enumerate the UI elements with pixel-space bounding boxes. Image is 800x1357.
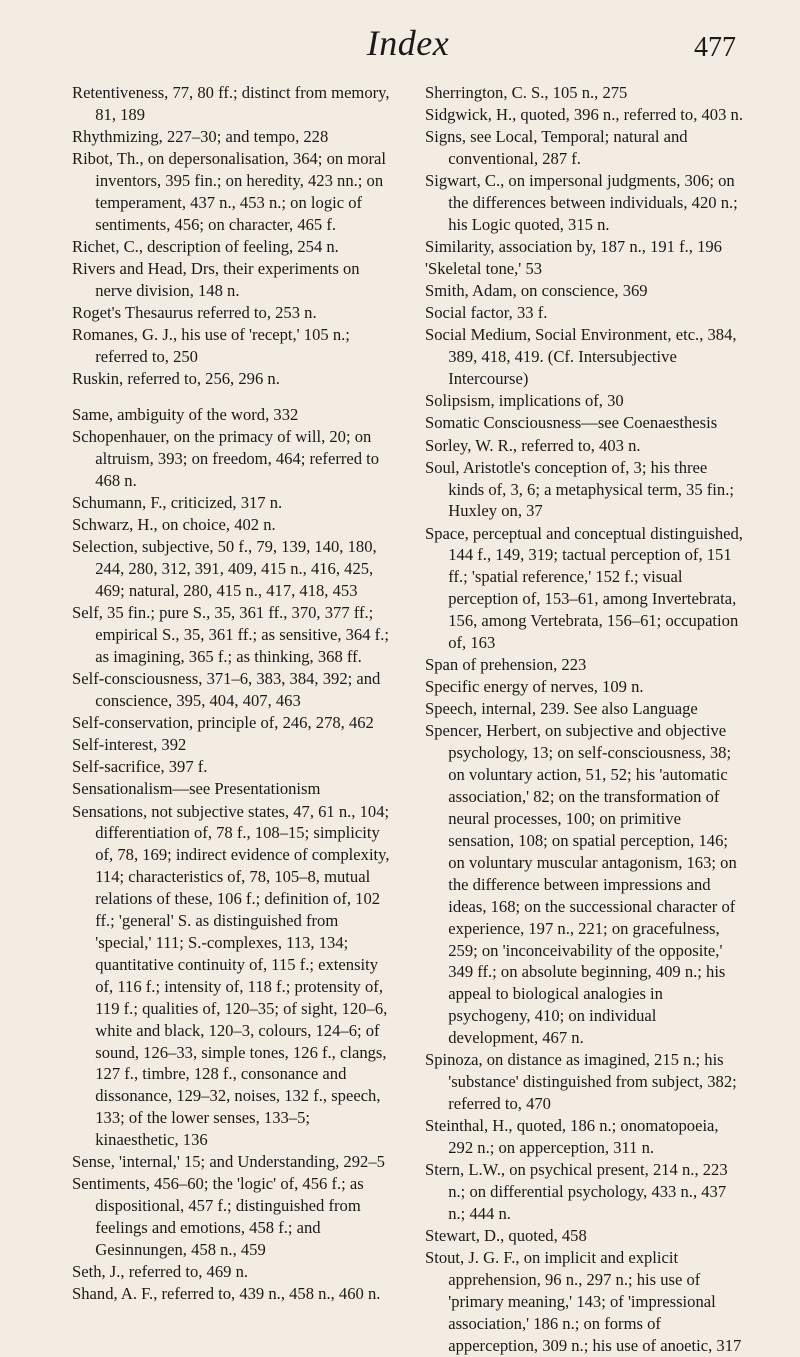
index-entry: Soul, Aristotle's conception of, 3; his three kinds of, 3, 6; a metaphysical term, 35 fin.; Huxley on, 37 [425, 457, 734, 521]
index-entry: Same, ambiguity of the word, 332 [72, 405, 299, 425]
index-entry: Space, perceptual and conceptual distinguished, 144 f., 149, 319; tactual perception of, 151 ff.; 'spatial reference,' 152 f.; visual perception of, 153–61, among Invertebrata, 156, among Vertebrata, 156–61; occupation of, 163 [425, 523, 743, 653]
index-entry: Sherrington, C. S., 105 n., 275 [425, 83, 628, 102]
index-entry: Specific energy of nerves, 109 n. [425, 677, 644, 697]
index-entry: Solipsism, implications of, 30 [425, 391, 624, 411]
index-entry: Social factor, 33 f. [425, 303, 548, 323]
letter-break [72, 390, 391, 404]
index-entry: Richet, C., description of feeling, 254 n. [72, 236, 339, 256]
index-entry: Somatic Consciousness—see Coenaesthesis [425, 413, 718, 433]
index-entry: Selection, subjective, 50 f., 79, 139, 140, 180, 244, 280, 312, 391, 409, 415 n., 416, 425, 469; natural, 280, 415 n., 417, 418, 453 [72, 537, 377, 601]
page-header [80, 22, 736, 72]
index-entry: Self, 35 fin.; pure S., 35, 361 ff., 370, 377 ff.; empirical S., 35, 361 ff.; as sensitive, 364 f.; as imagining, 365 f.; as thinking, 368 ff. [72, 603, 389, 667]
index-entry: Sidgwick, H., quoted, 396 n., referred to, 403 n. [425, 105, 743, 125]
index-entry: Rhythmizing, 227–30; and tempo, 228 [72, 127, 329, 146]
index-entry: Self-sacrifice, 397 f. [72, 757, 208, 777]
index-entry: Spencer, Herbert, on subjective and objective psychology, 13; on self-consciousness, 38; on voluntary action, 51, 52; his 'automatic association,' 82; on the transformation of neural processes, 100; on primitive sensation, 108; on spatial perception, 146; on voluntary muscular antagonism, 163; on the difference between impressions and ideas, 168; on the successional character of experience, 197 n., 221; on gracefulness, 259; on 'inconceivability of the opposite,' 349 ff.; on absolute beginning, 409 n.; his appeal to biological analogies in psychogeny, 410; on individual development, 467 n. [425, 721, 737, 1048]
right-column [425, 82, 744, 1355]
index-entry: Sensationalism—see Presentationism [72, 779, 321, 799]
index-entry: Schwarz, H., on choice, 402 n. [72, 515, 276, 535]
index-entry: Social Medium, Social Environment, etc., 384, 389, 418, 419. (Cf. Intersubjective Intercourse) [425, 325, 737, 389]
index-entry: Ribot, Th., on depersonalisation, 364; on moral inventors, 395 fin.; on heredity, 423 nn.; on temperament, 437 n., 453 n.; on logic of sentiments, 456; on character, 465 f. [72, 149, 387, 234]
index-entry: Stern, L.W., on psychical present, 214 n., 223 n.; on differential psychology, 433 n., 437 n.; 444 n. [425, 1160, 728, 1223]
index-entry: Seth, J., referred to, 469 n. [72, 1262, 249, 1282]
index-entry: Roget's Thesaurus referred to, 253 n. [72, 303, 317, 322]
index-entry: Sigwart, C., on impersonal judgments, 306; on the differences between individuals, 420 n.; his Logic quoted, 315 n. [425, 171, 738, 234]
index-entry: Schumann, F., criticized, 317 n. [72, 493, 283, 513]
index-entry: Retentiveness, 77, 80 ff.; distinct from memory, 81, 189 [72, 83, 390, 124]
index-entry: Sentiments, 456–60; the 'logic' of, 456 f.; as dispositional, 457 f.; distinguished from feelings and emotions, 458 f.; and Gesinnungen, 458 n., 459 [72, 1174, 364, 1260]
index-entry: 'Skeletal tone,' 53 [425, 259, 543, 279]
index-entry: Similarity, association by, 187 n., 191 f., 196 [425, 237, 722, 257]
index-entry: Span of prehension, 223 [425, 655, 587, 675]
index-entry: Sense, 'internal,' 15; and Understanding, 292–5 [72, 1152, 385, 1172]
index-entry: Shand, A. F., referred to, 439 n., 458 n., 460 n. [72, 1284, 381, 1304]
index-entry: Stewart, D., quoted, 458 [425, 1226, 587, 1246]
index-entry: Self-interest, 392 [72, 735, 187, 755]
index-entry: Smith, Adam, on conscience, 369 [425, 281, 648, 301]
index-entry: Rivers and Head, Drs, their experiments on nerve division, 148 n. [72, 259, 360, 300]
index-entry: Ruskin, referred to, 256, 296 n. [72, 369, 280, 389]
index-entry: Signs, see Local, Temporal; natural and conventional, 287 f. [425, 127, 688, 169]
index-entry: Spinoza, on distance as imagined, 215 n.; his 'substance' distinguished from subject, 382; referred to, 470 [425, 1050, 737, 1114]
index-entry: Self-conservation, principle of, 246, 278, 462 [72, 713, 374, 733]
index-entry: Steinthal, H., quoted, 186 n.; onomatopoeia, 292 n.; on apperception, 311 n. [425, 1116, 719, 1158]
left-column [72, 82, 391, 1304]
index-entry: Sorley, W. R., referred to, 403 n. [425, 435, 641, 455]
index-entry: Self-consciousness, 371–6, 383, 384, 392; and conscience, 395, 404, 407, 463 [72, 669, 381, 711]
index-entry: Stout, J. G. F., on implicit and explicit apprehension, 96 n., 297 n.; his use of 'primary meaning,' 143; of 'impressional association,' 186 n.; on forms of apperception, 309 n.; his use of anoetic, 317 [425, 1248, 742, 1355]
page-number: 477 [694, 32, 736, 63]
index-entry: Sensations, not subjective states, 47, 61 n., 104; differentiation of, 78 f., 108–15; simplicity of, 78, 169; indirect evidence of complexity, 114; characteristics of, 78, 105–8, mutual relations of these, 106 f.; definition of, 102 ff.; 'general' S. as distinguished from 'special,' 111; S.-complexes, 113, 134; quantitative continuity of, 115 f.; extensity of, 116 f.; intensity of, 118 f.; protensity of, 119 f.; qualities of, 120–35; of sight, 120–6, white and black, 120–3, colours, 124–6; of sound, 126–33, simple tones, 126 f., clangs, 127 f., timbre, 128 f., consonance and dissonance, 129–32, noises, 132 f., speech, 133; of the lower senses, 133–5; kinaesthetic, 136 [72, 801, 390, 1150]
index-entry: Schopenhauer, on the primacy of will, 20; on altruism, 393; on freedom, 464; referred to 468 n. [72, 427, 380, 491]
index-entry: Romanes, G. J., his use of 'recept,' 105 n.; referred to, 250 [72, 325, 350, 366]
index-entry: Speech, internal, 239. See also Language [425, 699, 698, 719]
index-columns [72, 82, 744, 1355]
running-head: Index [366, 23, 450, 63]
